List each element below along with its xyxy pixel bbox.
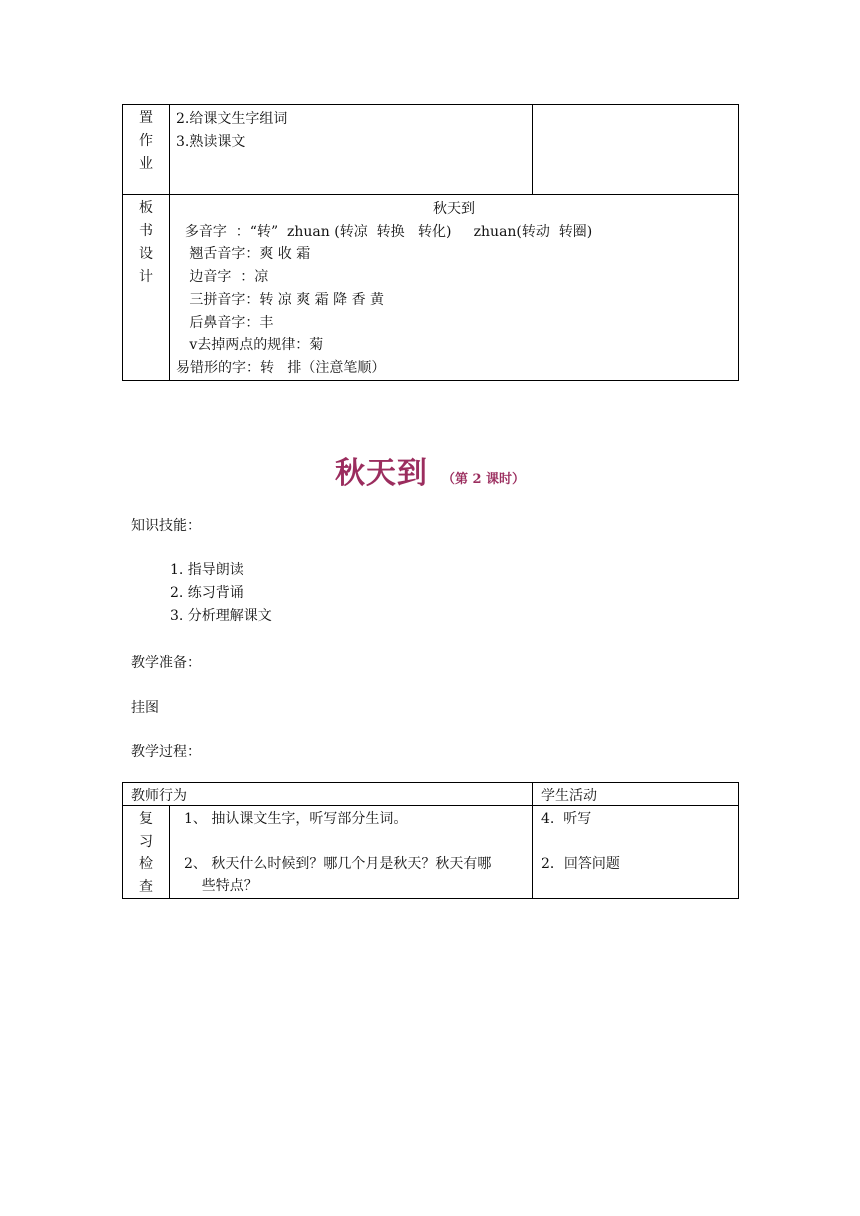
process-heading: 教学过程： (131, 744, 201, 760)
homework-label-char: 置 (139, 110, 153, 126)
review-label-char: 查 (139, 878, 153, 895)
knowledge-item: 1. 指导朗读 (170, 562, 244, 578)
prep-heading: 教学准备： (131, 655, 201, 671)
knowledge-heading: 知识技能： (131, 518, 201, 534)
teacher-item: 1、 抽认课文生字，听写部分生词。 (184, 811, 408, 827)
homework-label (123, 105, 170, 195)
board-label (123, 195, 170, 381)
board-line: 三拼音字：转 凉 爽 霜 降 香 黄 (176, 291, 385, 308)
homework-empty-cell (533, 105, 739, 195)
homework-content (170, 105, 533, 195)
knowledge-item: 2. 练习背诵 (170, 585, 244, 601)
student-item: 4. 听写 (541, 811, 592, 827)
board-line: 易错形的字：转 排（注意笔顺） (176, 359, 386, 376)
process-review-row (123, 806, 739, 899)
teacher-item-continued: 些特点？ (184, 878, 258, 895)
review-label-char: 检 (139, 856, 153, 872)
homework-line: 3.熟读课文 (176, 133, 246, 150)
board-row (123, 195, 739, 381)
student-column-header: 学生活动 (533, 783, 739, 806)
homework-row (123, 105, 739, 195)
board-label-char: 计 (139, 269, 153, 285)
teacher-column-header: 教师行为 (123, 783, 533, 806)
teacher-item: 2、 秋天什么时候到？哪几个月是秋天？秋天有哪 (184, 855, 492, 872)
student-item: 2．回答问题 (541, 855, 620, 872)
student-activities (533, 806, 739, 899)
top-table (122, 104, 739, 381)
board-line: 边音字 ：凉 (176, 269, 269, 286)
review-label (123, 806, 170, 899)
review-label-char: 习 (139, 833, 153, 850)
homework-label-char: 业 (139, 156, 153, 172)
board-label-char: 板 (139, 200, 153, 216)
board-label-char: 设 (139, 246, 153, 262)
process-table (122, 782, 739, 899)
board-line: 翘舌音字：爽 收 霜 (176, 246, 311, 263)
prep-text: 挂图 (131, 700, 159, 716)
teacher-activities (170, 806, 533, 899)
board-label-char: 书 (139, 223, 153, 239)
lesson-title: 秋天到 (334, 456, 428, 491)
board-content (170, 195, 739, 381)
review-label-char: 复 (139, 811, 153, 827)
board-line: 后鼻音字：丰 (176, 314, 274, 331)
process-header-row (123, 783, 739, 806)
knowledge-item: 3. 分析理解课文 (170, 608, 272, 624)
board-line: 多音字 ：“转” zhuan (转凉 转换 转化) zhuan(转动 转圈) (176, 223, 593, 240)
homework-label-char: 作 (139, 133, 153, 149)
homework-line: 2.给课文生字组词 (176, 111, 288, 127)
board-title: 秋天到 (433, 201, 475, 217)
lesson-subtitle: （第 2 课时） (441, 472, 526, 487)
lesson-title-block (0, 448, 860, 492)
board-line: v去掉两点的规律：菊 (176, 337, 324, 354)
